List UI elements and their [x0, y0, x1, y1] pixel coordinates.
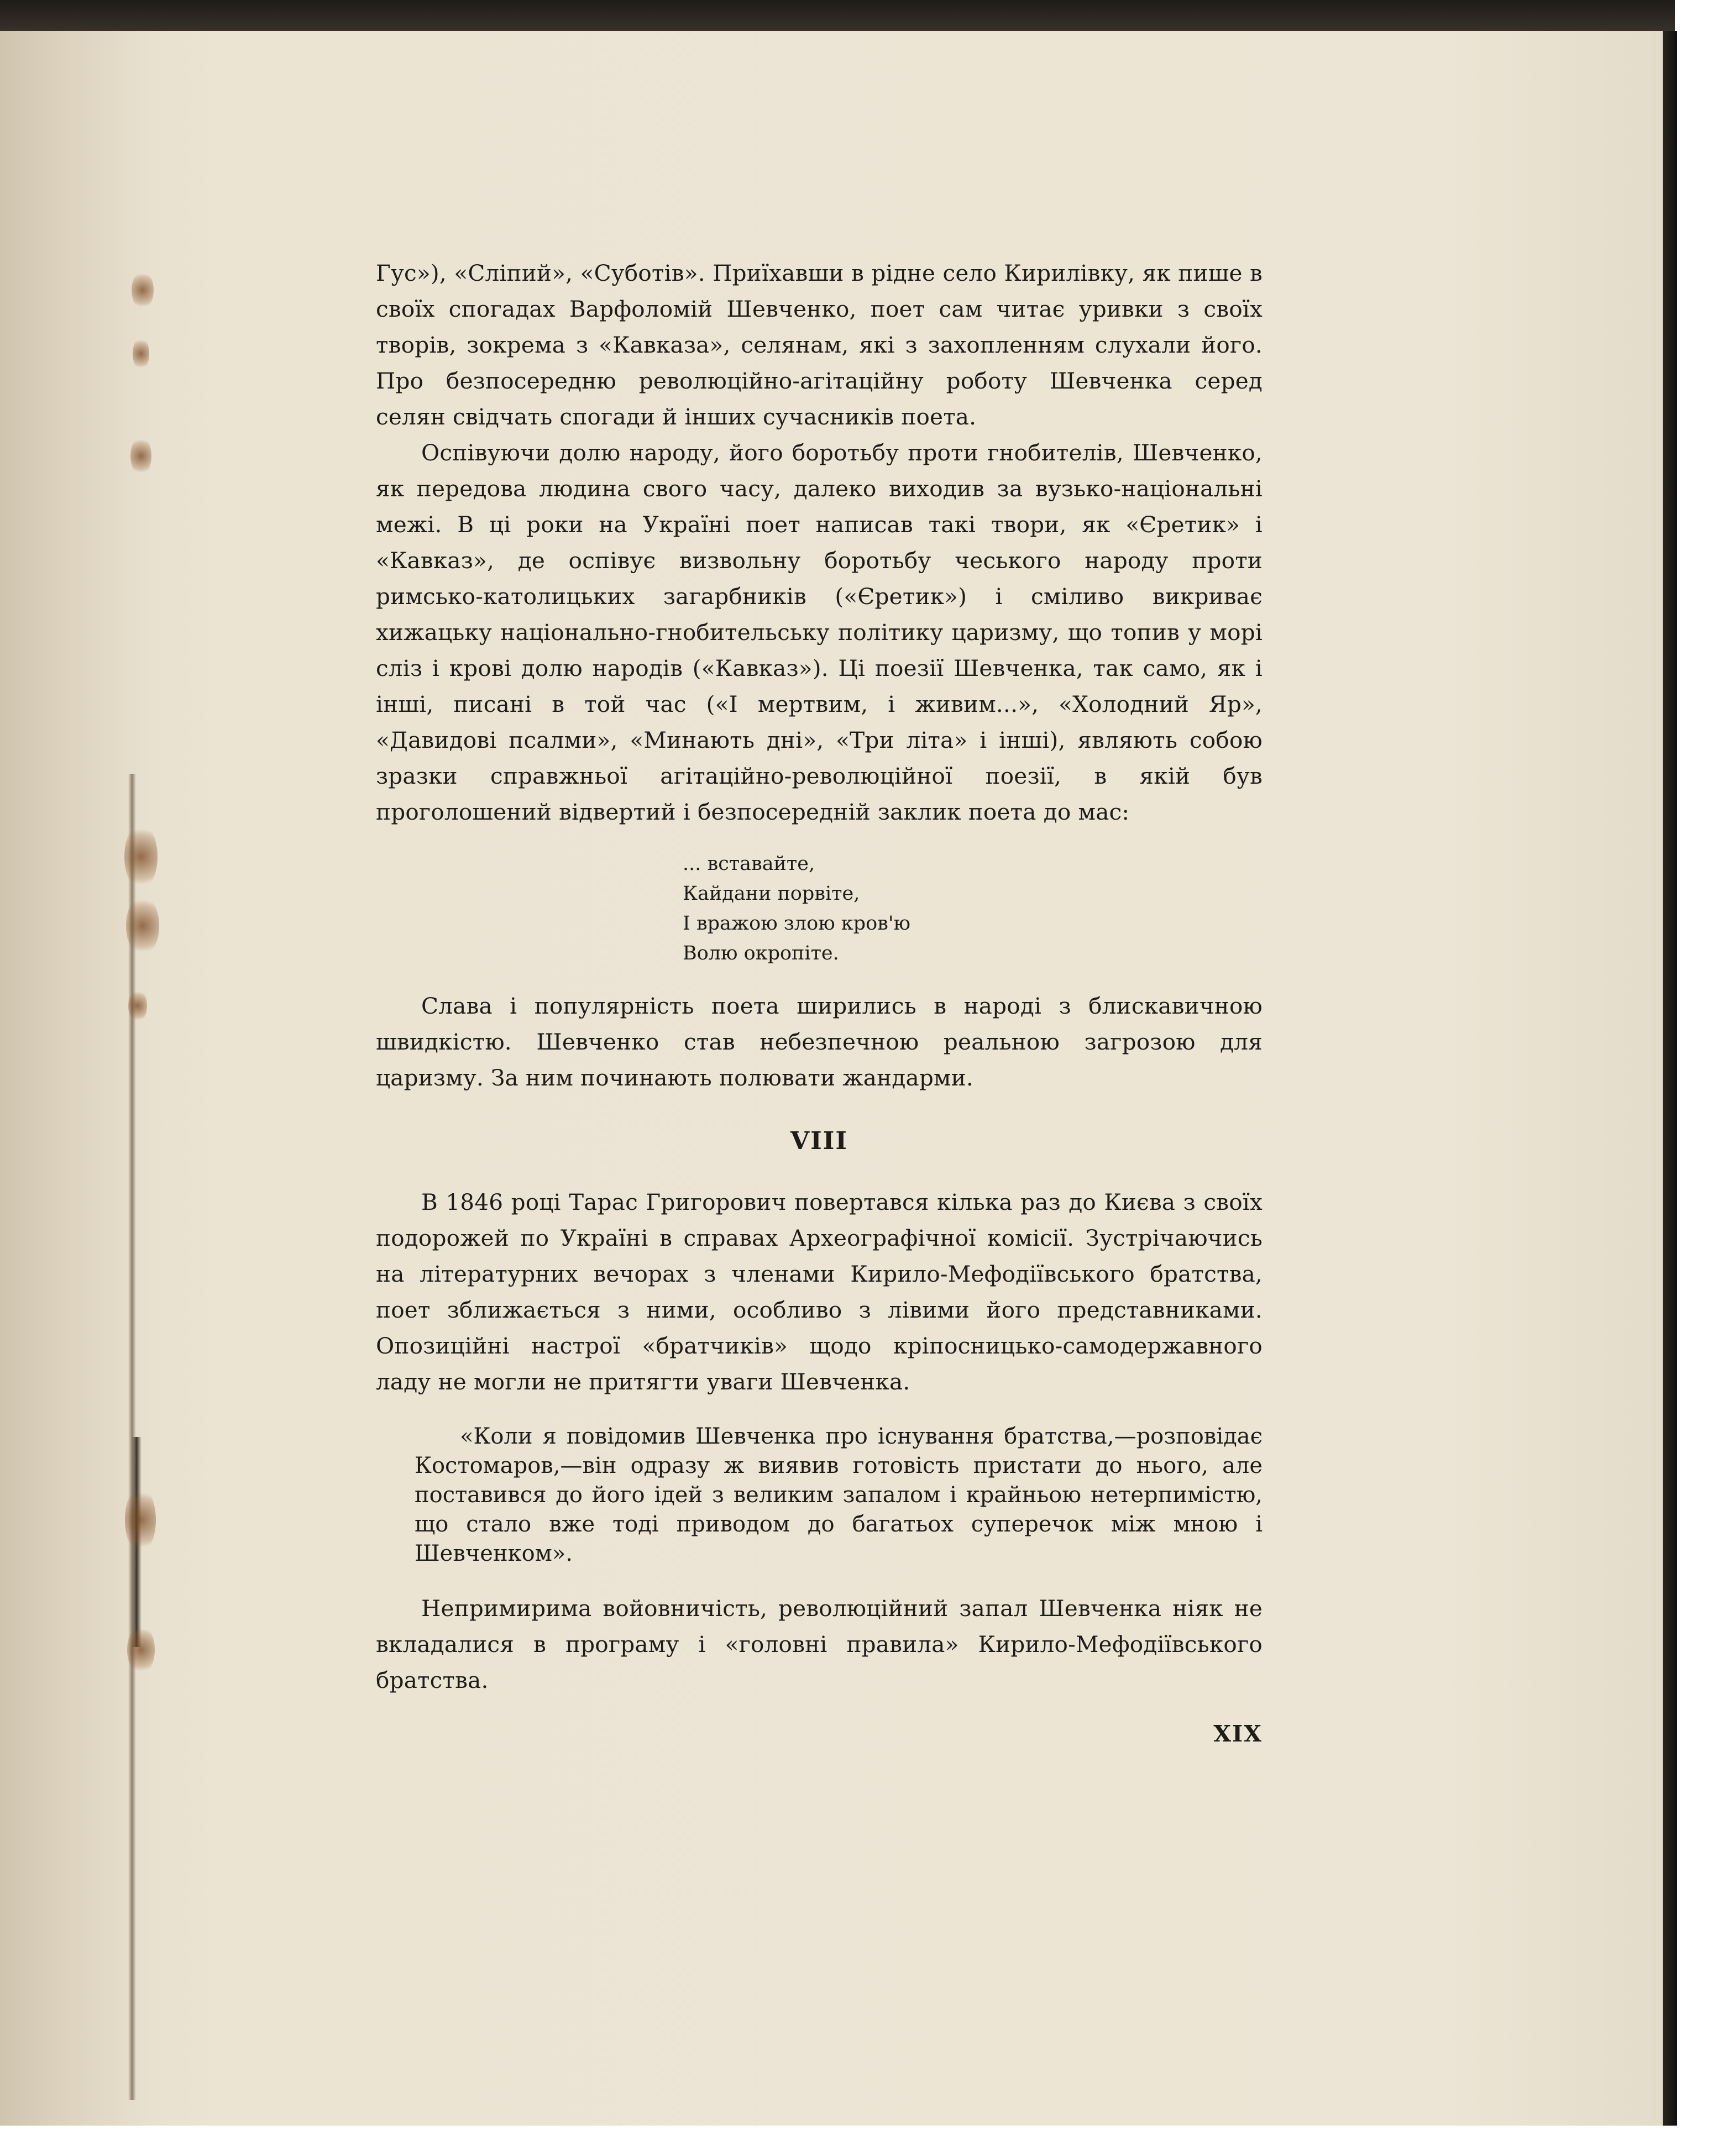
scan-top-border [0, 0, 1675, 34]
rust-stain [128, 989, 147, 1022]
scan-right-border [1663, 31, 1677, 2126]
verse-quotation [683, 849, 1263, 968]
rust-stain [133, 337, 149, 370]
paragraph: Непримирима войовничість, революційний запал Шевченка ніяк не вкладалися в програму і «головні правила» Кирило-Мефодіївського братства. [376, 1595, 1263, 1693]
rust-stain [132, 271, 154, 310]
paragraph: Оспівуючи долю народу, його боротьбу проти гнобителів, Шевченко, як передова людина свого часу, далеко виходив за вузько-національні межі. В ці роки на Україні поет написав такі твори, як «Єретик» і «Кавказ», де оспівує визвольну боротьбу чеського народу проти римсько-католицьких загарбників («Єретик») і сміливо викриває хижацьку національно-гнобительську політику царизму, що топив у морі сліз і крові долю народів («Кавказ»). Ці поезії Шевченка, так само, як і інші, писані в той час («І мертвим, і живим...», «Холодний Яр», «Давидові псалми», «Минають дні», «Три літа» і інші), являють собою зразки справжньої агітаційно-революційної поезії, в якій був проголошений відвертий і безпосередній заклик поета до мас: [376, 439, 1263, 825]
page-number: XIX [1213, 1720, 1263, 1747]
paragraph: Гус»), «Сліпий», «Суботів». Приїхавши в рідне село Кирилівку, як пише в своїх спогадах Варфоломій Шевченко, поет сам читає уривки з своїх творів, зокрема з «Кавказа», селянам, які з захопленням слухали його. Про безпосередню революційно-агітаційну роботу Шевченка серед селян свідчать спогади й інших сучасників поета. [376, 260, 1263, 430]
verse-line: Волю окропіте. [683, 942, 839, 964]
rust-stain [125, 1487, 156, 1553]
verse-line: ... вставайте, [683, 853, 815, 875]
rust-stain [126, 895, 159, 956]
rust-stain [124, 823, 158, 890]
rust-stain [127, 1625, 155, 1675]
section-heading: VIII [790, 1127, 848, 1155]
block-quote: «Коли я повідомив Шевченка про існування братства,—розповідає Костомаров,—він одразу ж виявив готовість пристати до нього, але поставився до його ідей з великим запалом і крайньою нетерпимістю, що стало вже тоді приводом до багатьох суперечок між мною і Шевченком». [415, 1424, 1263, 1566]
rust-stain [130, 437, 151, 475]
paragraph: Слава і популярність поета ширились в народі з блискавичною швидкістю. Шевченко став небезпечною реальною загрозою для царизму. За ним починають полювати жандарми. [376, 993, 1263, 1091]
left-margin-shadow [0, 31, 149, 2126]
verse-line: І вражою злою кров'ю [683, 912, 910, 935]
page-text-block [376, 255, 1263, 1747]
paragraph: В 1846 році Тарас Григорович повертався кілька раз до Києва з своїх подорожей по Україні в справах Археографічної комісії. Зустрічаючись на літературних вечорах з членами Кирило-Мефодіївського братства, поет зближається з ними, особливо з лівими його представниками. Опозиційні настрої «братчиків» щодо кріпосницько-самодержавного ладу не могли не притягти уваги Шевченка. [376, 1189, 1263, 1395]
verse-line: Кайдани порвіте, [683, 883, 860, 905]
